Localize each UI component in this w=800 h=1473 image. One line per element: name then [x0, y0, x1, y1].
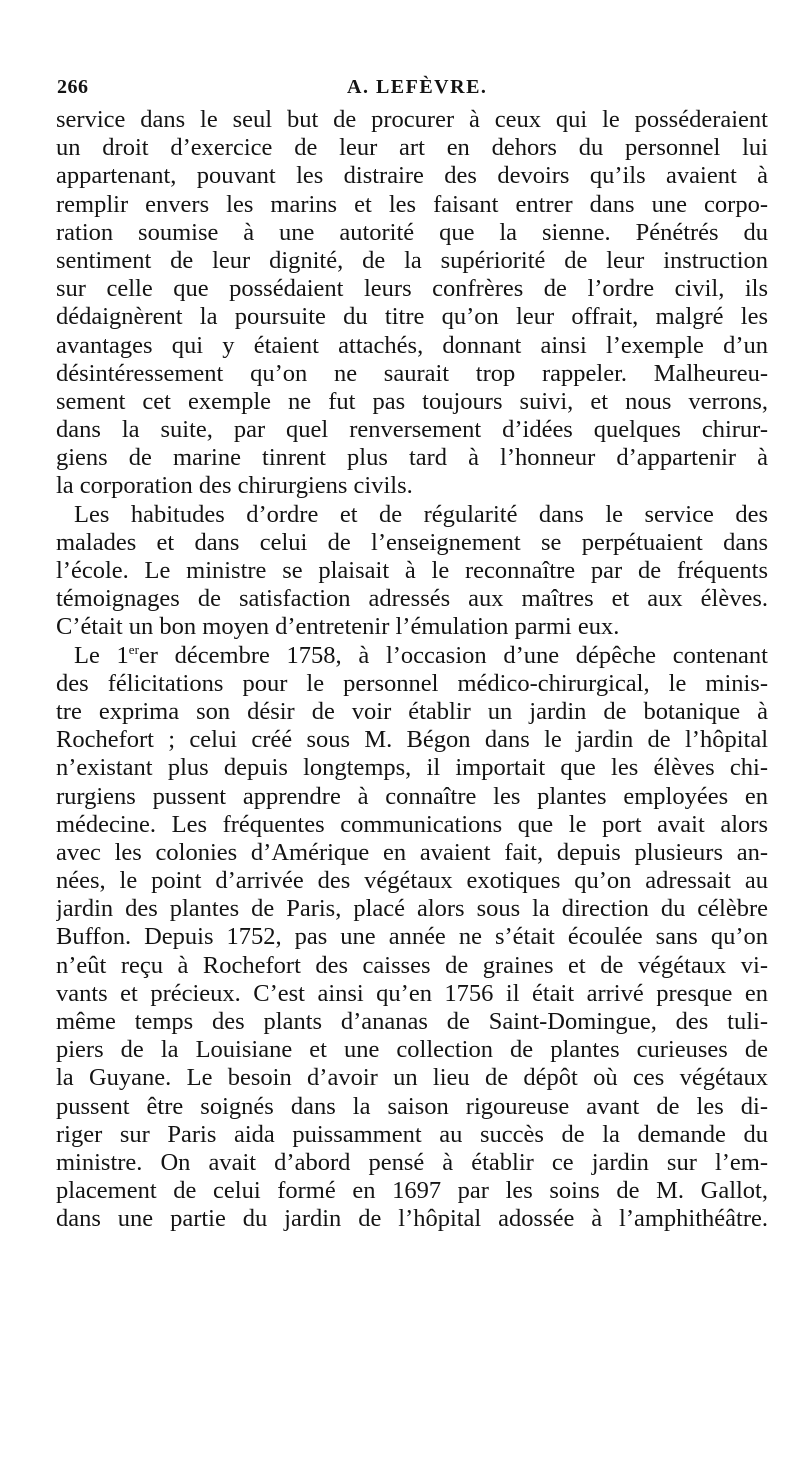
text-line: tre exprima son désir de voir établir un jardin de botanique à [56, 697, 768, 725]
text-line: avantages qui y étaient attachés, donnant ainsi l’exemple d’un [56, 331, 768, 359]
text-line: n’eût reçu à Rochefort des caisses de graines et de végétaux vi- [56, 951, 768, 979]
text-line: désintéressement qu’on ne saurait trop rappeler. Malheureu- [56, 359, 768, 387]
text-line: sentiment de leur dignité, de la supériorité de leur instruction [56, 246, 768, 274]
text-line: C’était un bon moyen d’entretenir l’émulation parmi eux. [56, 613, 620, 641]
text-line: giens de marine tinrent plus tard à l’honneur d’appartenir à [56, 444, 768, 472]
text-line: dans la suite, par quel renversement d’idées quelques chirur- [56, 416, 768, 444]
text-line: dans une partie du jardin de l’hôpital adossée à l’amphithéâtre. [56, 1205, 768, 1233]
text-line: placement de celui formé en 1697 par les soins de M. Gallot, [56, 1177, 768, 1205]
text-line: vants et précieux. C’est ainsi qu’en 1756 il était arrivé presque en [56, 979, 768, 1007]
text-line: riger sur Paris aida puissamment au succès de la demande du [56, 1120, 768, 1148]
text-line: remplir envers les marins et les faisant entrer dans une corpo- [56, 190, 768, 218]
text-line: pussent être soignés dans la saison rigoureuse avant de les di- [56, 1092, 768, 1120]
text-line: service dans le seul but de procurer à ceux qui le posséderaient [56, 106, 768, 133]
text-line: Le 1erer décembre 1758, à l’occasion d’une dépêche contenant [74, 641, 768, 669]
text-line: sur celle que possédaient leurs confrères de l’ordre civil, ils [56, 275, 768, 303]
text-line: malades et dans celui de l’enseignement se perpétuaient dans [56, 528, 768, 556]
text-line: l’école. Le ministre se plaisait à le reconnaître par de fréquents [56, 557, 768, 584]
text-line: sement cet exemple ne fut pas toujours suivi, et nous verrons, [56, 387, 768, 415]
text-line: la Guyane. Le besoin d’avoir un lieu de dépôt où ces végétaux [56, 1064, 768, 1092]
text-line: Les habitudes d’ordre et de régularité dans le service des [74, 500, 768, 528]
text-line: Rochefort ; celui créé sous M. Bégon dans le jardin de l’hôpital [56, 726, 768, 754]
text-line: des félicitations pour le personnel médico-chirurgical, le minis- [56, 669, 768, 697]
text-line: rurgiens pussent apprendre à connaître les plantes employées en [56, 782, 768, 810]
text-line: médecine. Les fréquentes communications que le port avait alors [56, 810, 768, 838]
text-line: témoignages de satisfaction adressés aux maîtres et aux élèves. [56, 585, 768, 613]
text-line: appartenant, pouvant les distraire des devoirs qu’ils avaient à [56, 162, 768, 190]
text-line: jardin des plantes de Paris, placé alors sous la direction du célèbre [56, 895, 768, 923]
text-line: ministre. On avait d’abord pensé à établir ce jardin sur l’em- [56, 1148, 768, 1176]
page-header [57, 76, 767, 100]
body-text [56, 106, 768, 1234]
text-line: nées, le point d’arrivée des végétaux exotiques qu’on adressait au [56, 867, 768, 895]
text-line: avec les colonies d’Amérique en avaient fait, depuis plusieurs an- [56, 838, 768, 866]
text-line: n’existant plus depuis longtemps, il importait que les élèves chi- [56, 754, 768, 782]
text-line: Buffon. Depuis 1752, pas une année ne s’était écoulée sans qu’on [56, 923, 768, 951]
text-line: piers de la Louisiane et une collection de plantes curieuses de [56, 1036, 768, 1064]
running-head: A. LEFÈVRE. [347, 76, 488, 98]
text-line: ration soumise à une autorité que la sienne. Pénétrés du [56, 218, 768, 246]
text-line: dédaignèrent la poursuite du titre qu’on leur offrait, malgré les [56, 303, 768, 331]
page-number: 266 [57, 76, 89, 98]
text-line: la corporation des chirurgiens civils. [56, 472, 413, 500]
text-line: même temps des plants d’ananas de Saint-Domingue, des tuli- [56, 1008, 768, 1035]
text-line: un droit d’exercice de leur art en dehors du personnel lui [56, 134, 768, 162]
